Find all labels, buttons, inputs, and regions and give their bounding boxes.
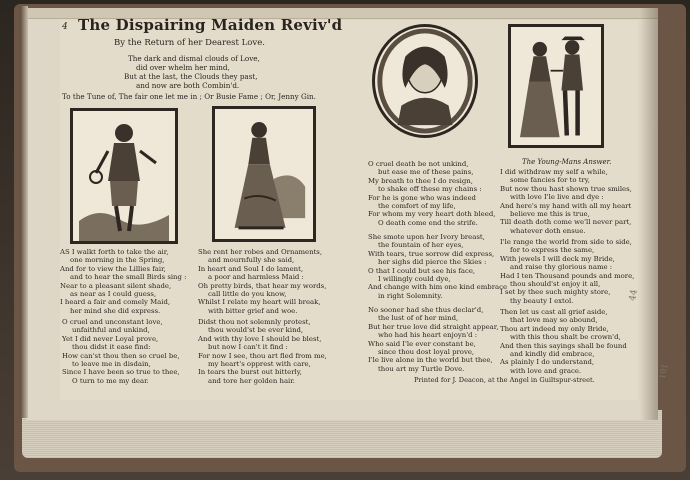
verse-block — [198, 318, 327, 385]
verse-line: in right Solemnity. — [378, 291, 443, 300]
verse-line: and to hear the small Birds sing : — [70, 273, 187, 282]
ballad-subtitle: By the Return of her Dearest Love. — [114, 38, 265, 48]
verse-line: O death come end the strife. — [378, 218, 478, 227]
verse-line: one morning in the Spring, — [70, 256, 165, 265]
verse-line: O cruel death be not unkind, — [368, 160, 469, 168]
verse-line: For he is gone who was indeed — [368, 193, 476, 202]
intro-line: The dark and dismal clouds of Love, — [128, 54, 260, 63]
verse-line: No sooner had she thus declar'd, — [368, 306, 484, 314]
verse-line: With jewels I will deck my Bride, — [500, 254, 615, 263]
verse-block — [62, 318, 180, 385]
verse-line: Near to a pleasant silent shade, — [60, 281, 172, 290]
verse-line: but now I can't it find : — [208, 343, 288, 352]
verse-line: Didst thou not solemnly protest, — [198, 318, 311, 326]
intro-line: and now are both Combin'd. — [136, 81, 240, 90]
verse-line: How can'st thou then so cruel be, — [62, 351, 180, 360]
verse-line: I'le range the world from side to side, — [500, 238, 632, 246]
woodcut-portrait-medallion — [372, 24, 478, 138]
verse-line: unfaithful and unkind, — [72, 326, 150, 335]
page-shadow — [640, 8, 658, 420]
verse-line: But her true love did straight appear, — [368, 322, 499, 331]
verse-line: and mournfully she said, — [208, 256, 295, 265]
verse-line: Oh pretty birds, that hear my words, — [198, 281, 327, 290]
verse-line: thou would'st be ever kind, — [208, 326, 304, 335]
verse-line: thou art my Turtle Dove. — [378, 364, 465, 373]
verse-line: and raise thy glorious name : — [510, 263, 613, 272]
verse-line: O turn to me my dear. — [72, 376, 149, 385]
tune-line: To the Tune of, The fair one let me in ; Or Busie Fame ; Or, Jenny Gin. — [62, 92, 316, 101]
verse-line: with love I'le live and dye : — [510, 193, 604, 202]
verse-line: and tore her golden hair. — [208, 376, 295, 385]
printer-imprint: Printed for J. Deacon, at the Angel in Guiltspur-street. — [414, 376, 595, 384]
verse-line: I heard a fair and comely Maid, — [60, 298, 171, 307]
verse-line: I set by thee such mighty store, — [500, 288, 611, 297]
lady-figure-icon — [215, 109, 313, 239]
verse-line: As plainly I do understand, — [500, 358, 595, 367]
verse-line: AS I walkt forth to take the air, — [60, 248, 169, 256]
woodcut-couple — [508, 24, 604, 148]
verse-line: In heart and Soul I do lament, — [198, 264, 304, 273]
verse-line: And here's my hand with all my heart — [500, 201, 632, 210]
verse-line: Who said I'le ever constant be, — [368, 339, 476, 348]
verse-line: And then this sayings shall be found — [500, 341, 627, 350]
verse-line: I did withdraw my self a while, — [500, 168, 608, 176]
verse-block — [198, 248, 326, 315]
verse-line: call little do you know, — [208, 289, 287, 298]
ballad-title: The Dispairing Maiden Reviv'd — [78, 16, 343, 34]
verse-line: that love may so abound, — [510, 316, 598, 325]
verse-line: In tears the burst out bitterly, — [198, 368, 302, 377]
verse-line: Yet I did never Loyal prove, — [62, 334, 159, 343]
verse-line: and kindly did embrace, — [510, 349, 595, 358]
verse-line: with bitter grief and woe. — [208, 306, 298, 315]
woodcut-lady — [212, 106, 316, 242]
verse-line: Then let us cast all grief aside, — [500, 308, 608, 316]
verse-line: whatever doth ensue. — [510, 226, 586, 235]
portrait-medallion-icon — [375, 27, 475, 135]
intro-line: did over whelm her mind, — [136, 63, 230, 72]
verse-line: thy beauty I extol. — [510, 296, 574, 305]
verse-line: For now I see, thou art fled from me, — [198, 351, 327, 360]
verse-line: some fancies for to try, — [510, 176, 590, 185]
verse-line: She rent her robes and Ornaments, — [198, 248, 323, 256]
verse-line: O cruel and unconstant love, — [62, 318, 163, 326]
gentleman-figure-icon — [73, 111, 175, 241]
verse-line: the lust of of her mind, — [378, 314, 459, 323]
verse-line: believe me this is true, — [510, 209, 590, 218]
verse-line: thou didst it ease find: — [72, 343, 151, 352]
verse-line: Till death doth come we'll never part, — [500, 218, 632, 227]
verse-line: to leave me in disdain, — [72, 359, 151, 368]
verse-line: the comfort of my life, — [378, 201, 456, 210]
verse-line: with this thou shalt be crown'd, — [510, 333, 621, 342]
verse-line: I'le live alone in the world but thee, — [368, 356, 493, 365]
verse-line: My breath to thee I do resign, — [368, 176, 473, 185]
verse-line: And change with him one kind embrace — [368, 283, 508, 292]
verse-block — [500, 238, 634, 305]
verse-line: Since I have been so true to thee, — [62, 368, 180, 377]
page-number: 4 — [62, 22, 68, 32]
verse-line: with love and grace. — [510, 366, 582, 375]
verse-line: the fountain of her eyes, — [378, 241, 464, 250]
verse-line: For whom my very heart doth bleed, — [368, 210, 496, 219]
pencil-folio-number: 101 — [658, 362, 670, 380]
verse-line: And with thy love I should be blest, — [198, 334, 322, 343]
verse-line: as near as I could guess, — [70, 289, 157, 298]
verse-block — [368, 233, 507, 300]
verse-line: a poor and harmless Maid : — [208, 273, 304, 282]
verse-line: but ease me of these pains, — [378, 168, 474, 177]
book-gutter — [20, 6, 28, 418]
verse-block — [500, 168, 632, 235]
verse-line: thou should'st enjoy it all, — [510, 279, 601, 288]
answer-heading: The Young-Mans Answer. — [522, 158, 612, 166]
verse-line: She smote upon her Ivory breast, — [368, 233, 485, 241]
couple-figures-icon — [511, 27, 601, 145]
verse-line: And for to view the Lillies fair, — [60, 264, 166, 273]
verse-line: Had I ten Thousand pounds and more, — [500, 271, 635, 280]
verse-block — [368, 160, 495, 227]
verse-line: With tears, true sorrow did express, — [368, 249, 495, 258]
verse-line: I willingly could dye, — [378, 274, 451, 283]
verse-line: Thou art indeed my only Bride, — [500, 324, 609, 333]
verse-line: But now thou hast shown true smiles, — [500, 184, 632, 193]
verse-line: who had his heart enjoyn'd : — [378, 331, 478, 340]
verse-line: since thou dost loyal prove, — [378, 347, 475, 356]
verse-line: my heart's opprest with care, — [208, 359, 311, 368]
verse-line: her sighs did pierce the Skies : — [378, 258, 487, 267]
verse-block — [500, 308, 627, 375]
pencil-annotation: 44 — [628, 288, 640, 302]
verse-line: Whilst I relate my heart will break, — [198, 298, 321, 307]
verse-line: her mind she did express. — [70, 306, 161, 315]
verse-line: for to express the same, — [510, 246, 595, 255]
woodcut-gentleman — [70, 108, 178, 244]
verse-block — [368, 306, 499, 373]
verse-line: to shake off these my chains : — [378, 185, 482, 194]
verse-block — [60, 248, 186, 315]
intro-line: But at the last, the Clouds they past, — [124, 72, 258, 81]
verse-line: O that I could but see his face, — [368, 266, 476, 275]
